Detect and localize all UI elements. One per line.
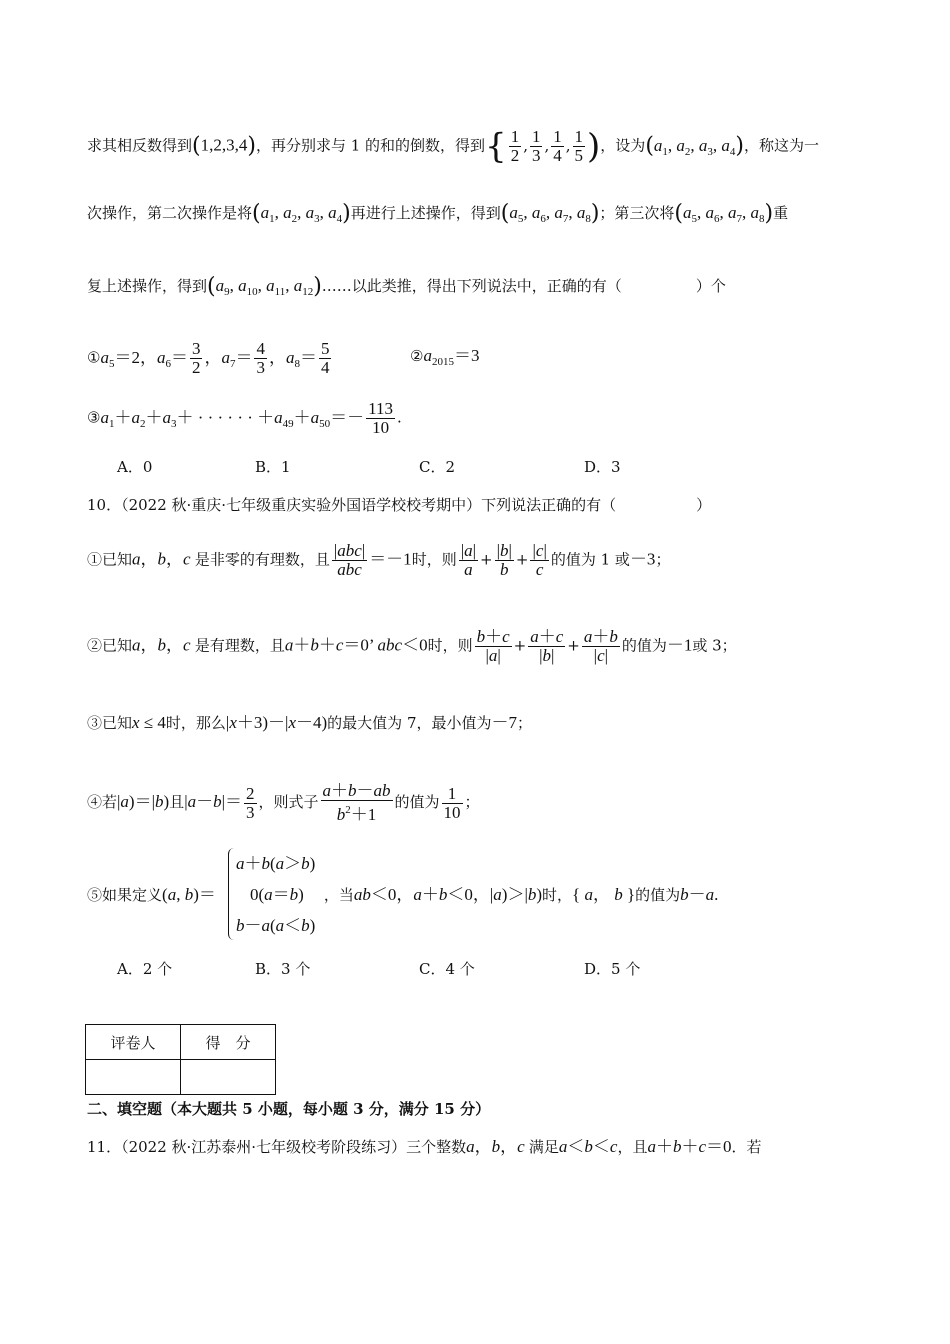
q10-statement-3: ③已知x ≤ 4时，那么|x＋3)－|x－4)的最大值为 7，最小值为－7； [87,713,533,732]
text: 时，则 [411,550,457,569]
q10-statement-5: ⑤如果定义(a, b)＝ ，当ab＜0，a＋b＜0，|a)＞|b)时，{ a， b }的值为b－a. [87,885,719,904]
frac: $\frac{1}{3}$ [531,127,541,165]
text: 的最大值为 7，最小值为 [327,714,492,732]
choice-d[interactable]: D．5 个 [584,960,641,978]
choice-c[interactable]: C．4 个 [419,960,475,978]
text: 次操作，第二次操作是将 [87,204,253,222]
text: 时，那么 [165,714,226,732]
text: 的值为 [635,886,681,904]
text: 求其相反数得到 [87,136,193,155]
text: 或 3； [692,636,737,655]
text: 是有理数，且 [194,636,285,655]
text: 时，则 [427,636,473,655]
text: ①已知 [87,550,133,569]
score-table [85,1024,276,1095]
text: ……以此类推，得出下列说法中，正确的有（ [321,277,622,295]
frac: $\frac{1}{5}$ [574,127,584,165]
q11-line1: 11．（2022 秋·江苏泰州·七年级校考阶段练习）三个整数a，b，c 满足a＜b＜c，且a＋b＋c＝0．若 [87,1137,762,1156]
text: 的值为 [394,793,440,811]
text: ，当 [323,886,354,904]
choice-b[interactable]: B．1 [255,458,291,476]
q9-line2: 次操作，第二次操作是将($a_1$, $a_2$, $a_3$, $a_4$)再进行上述操作，得到($a_5$, $a_6$, $a_7$, $a_8$)；第三次将($a_5$, $a_6$, $a_7$, $a_8$)重 [87,201,789,226]
text: 再进行上述操作，得到 [350,204,501,222]
choice-a[interactable]: A．2 个 [117,960,173,978]
text: 重 [773,204,789,222]
q10-statement-4: ④若|a)＝|b)且|a－b|＝ $\frac{2}{3}$ ，则式子 $\frac{a+b-ab}{b^2+1}$ 的值为 $\frac{1}{10}$ ； [87,781,480,824]
text: 且 [169,793,185,811]
q9-line1: 求其相反数得到(1,2,3,4)，再分别求与 1 的和的倒数，得到{ $\frac{1}{2}$ , $\frac{1}{3}$ , $\frac{1}{4}$ , $\frac{1}{5}$ )，设为($a_1$, $a_2$, $a_3$, $a_4$)，称这为一 [87,126,820,167]
text: 时， [542,886,573,904]
frac: $\frac{1}{2}$ [510,127,520,165]
text: 10．（2022 秋·重庆·七年级重庆实验外国语学校校考期中）下列说法正确的有（ [87,496,617,514]
score-table-header-score: 得 分 [181,1025,276,1060]
text: 是非零的有理数，且 [194,550,330,569]
text: ④若 [87,793,118,811]
q10-statement-1: ①已知a，b，c 是非零的有理数，且 $\frac{\text{|abc|}}{\text{abc}}$ ＝－1时，则 $\frac{|a|}{a}$ + $\frac{|b|}{b}$ + $\frac{|c|}{c}$ 的值为 1 或－3； [87,541,671,579]
piecewise-case-2: 0(a＝b) [250,885,304,904]
set-1234: 1,2,3,4 [200,135,248,155]
score-table-cell-grader[interactable] [86,1060,181,1095]
q9-statement-3: $③a_1+a_2+a_3+$ · · · · · · $+a_{49}+a_{50}=-$ $\frac{113}{10}$ . [87,399,402,437]
text: 的值为 [621,636,667,655]
choice-a[interactable]: A．0 [117,458,153,476]
text: ） [696,496,712,514]
section-2-heading: 二、填空题（本大题共 5 小题，每小题 3 分，满分 15 分） [87,1100,491,1118]
text: 满足 [528,1138,559,1156]
text: ① [87,348,101,367]
text: ，称这为一 [744,136,820,155]
text: 11．（2022 秋·江苏泰州·七年级校考阶段练习）三个整数 [87,1138,467,1156]
text: ，则式子 [258,793,319,811]
score-table-cell-score[interactable] [181,1060,276,1095]
text: ．若 [731,1138,762,1156]
q10-statement-2: ②已知a，b，c 是有理数，且a＋b＋c＝0’ abc＜0时，则 $\frac{b+c}{|a|}$ + $\frac{a+c}{|b|}$ + $\frac{a+b}{|c|}$ 的值为－1或 3； [87,627,737,665]
text: ，再分别求与 1 的和的倒数，得到 [255,136,486,155]
text: 的值为 1 或 [550,550,630,569]
text: ，设为 [600,136,646,155]
text: ② [410,347,424,365]
q10-head [87,494,711,516]
piecewise-case-1: a＋b(a＞b) [236,854,316,873]
q9-statement-2: $②a_{2015}=3$ [410,346,480,368]
q9-line3: 复上述操作，得到($a_9$, $a_{10}$, $a_{11}$, $a_{12})\dots\dots$以此类推，得出下列说法中，正确的有（ ）个 [87,274,726,299]
frac: $\frac{1}{4}$ [553,127,562,165]
choice-b[interactable]: B．3 个 [255,960,311,978]
piecewise-case-3: b－a(a＜b) [236,916,316,935]
text: ，且 [617,1138,648,1156]
choice-c[interactable]: C．2 [419,458,456,476]
text: ③ [87,408,101,427]
q9-statement-1: $①a_5=2$，$a_6=$ $\frac{3}{2}$ ，$a_7=$ $\frac{4}{3}$ ，$a_8=$ $\frac{5}{4}$ [87,339,330,377]
text: ）个 [695,277,726,295]
text: ③已知 [87,714,133,732]
text: ②已知 [87,636,133,655]
text: 复上述操作，得到 [87,277,208,295]
text: ；第三次将 [599,204,675,222]
text: ⑤如果定义 [87,886,163,904]
choice-d[interactable]: D．3 [584,458,621,476]
score-table-header-grader: 评卷人 [86,1025,181,1060]
